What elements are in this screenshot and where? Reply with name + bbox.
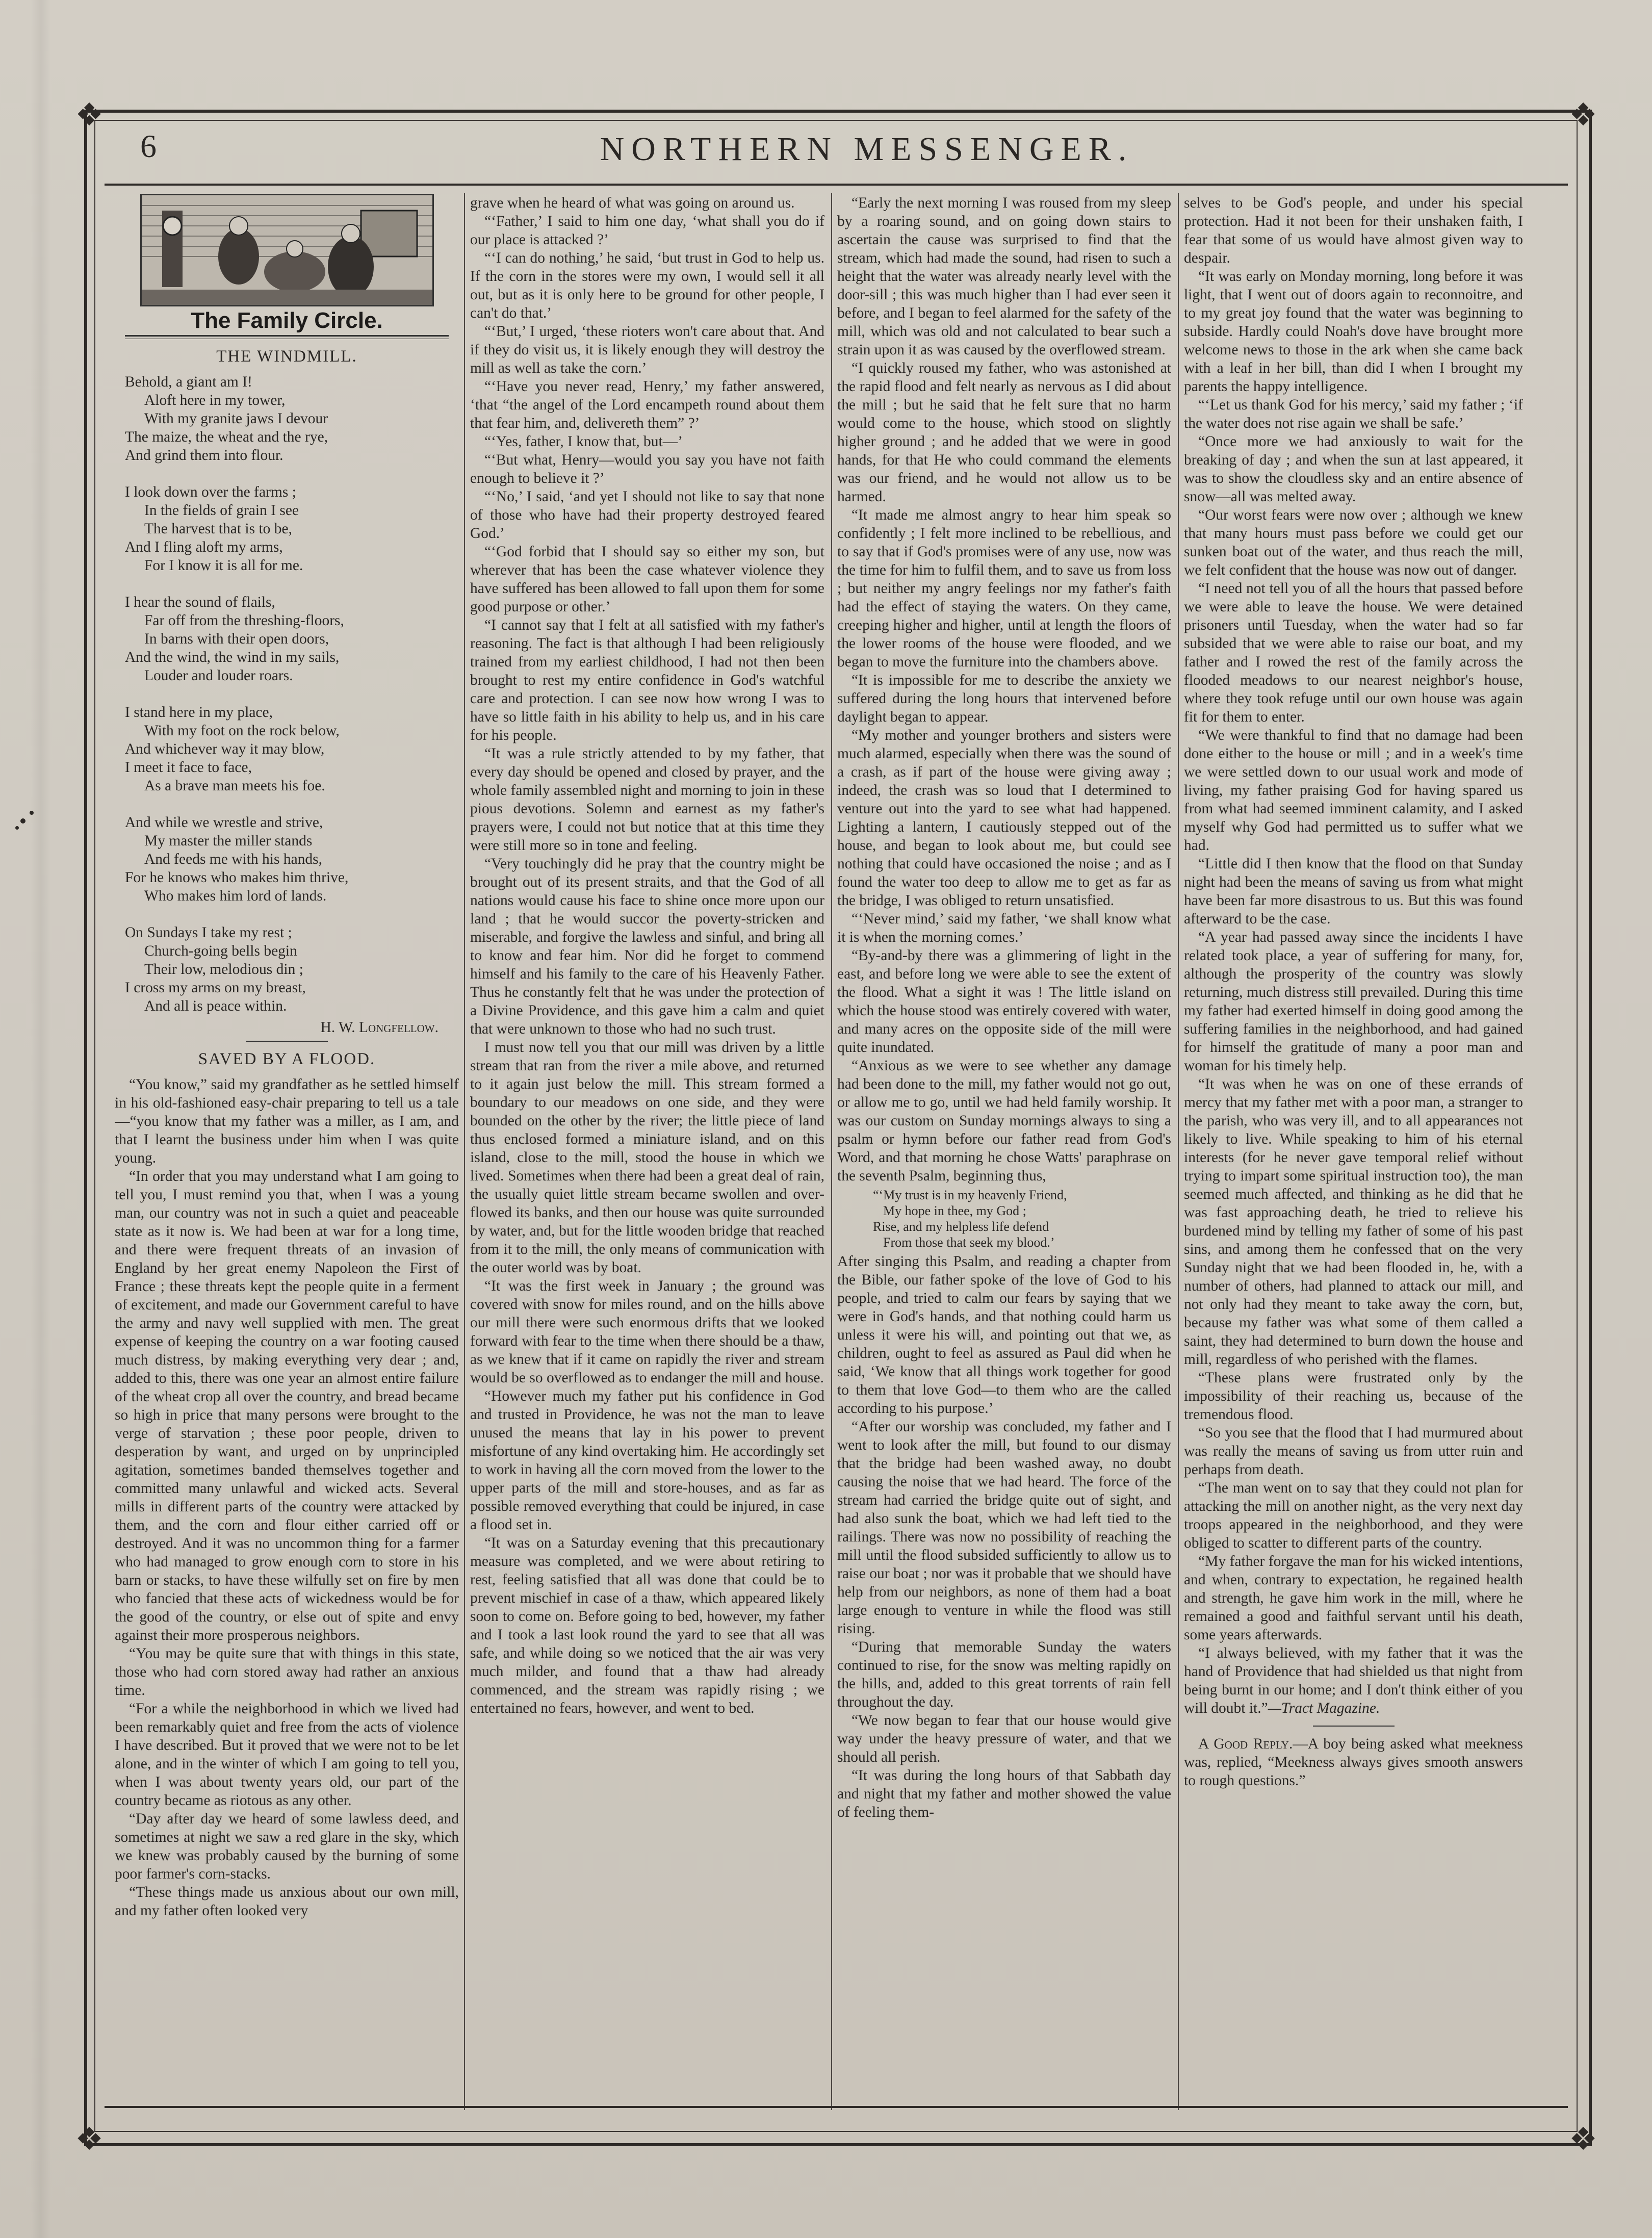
poem-body xyxy=(125,373,459,1015)
poem-line: Behold, a giant am I! xyxy=(125,374,252,390)
poem-line: For I know it is all for me. xyxy=(144,557,303,574)
story-paragraph: “So you see that the flood that I had murmured about was really the means of saving us from utter ruin and perhaps from death. xyxy=(1184,1425,1523,1478)
story-paragraph: “It was early on Monday morning, long before it was light, that I went out of doors again to reconnoitre, and to my great joy found that the water was beginning to subside. Hardly could Noah's dove have brought more welcome news to those in the ark when she came back with a leaf in her bill, than did I when I brought my parents the happy intelligence. xyxy=(1184,268,1523,395)
story-paragraph: I must now tell you that our mill was driven by a little stream that ran from the river a mile above, and returned to it again just below the mill. This stream formed a boundary to our meadows on one side, and they were bounded on the other by the river; the little piece of land thus enclosed formed a miniature island, and on this island, close to the mill, stood the house in which we lived. Sometimes when there had been a great deal of rain, the usually quiet little stream became swollen and over-flowed its banks, and then our house was quite surrounded by water, and, but for the little wooden bridge that reached from it to the mill, the only means of communication with the outer world was by boat. xyxy=(470,1039,824,1276)
poem-line: With my granite jaws I devour xyxy=(144,410,328,427)
story-paragraph: “Anxious as we were to see whether any damage had been done to the mill, my father would not go out, or allow me to go, until we had held family worship. It was our custom on Sunday mornings always to sing a psalm or hymn before our father read from God's Word, and that morning he chose Watts' paraphrase on the seventh Psalm, beginning thus, xyxy=(837,1058,1171,1184)
story-paragraph: “It was when he was on one of these errands of mercy that my father met with a poor man, a stranger to the parish, who was very ill, and to all appearances not likely to live. While speaking to him of his eternal interests (for he never gave temporal relief without trying to impart some spiritual instruction too), the man seemed much affected, and thinking as he did that he was fast approaching death, he tried to relieve his burdened mind by telling my father of some of his past sins, and among them he confessed that on the very Sunday night that we had been flooded in, he, with a number of others, had planned to attack our mill, and not only had they meant to take away the corn, but, because my father was what some of them called a saint, they had determined to burn down the house and mill, regardless of who perished with the flames. xyxy=(1184,1076,1523,1368)
story-paragraph: “‘But what, Henry—would you say you have not faith enough to believe it ?’ xyxy=(470,452,824,486)
story-paragraph: “These plans were frustrated only by the impossibility of their reaching us, because of the tremendous flood. xyxy=(1184,1370,1523,1423)
corner-ornament-icon: ❖ xyxy=(75,96,104,133)
column-divider xyxy=(1178,193,1179,2110)
poem-stanza xyxy=(125,813,459,905)
story-paragraph: “It was the first week in January ; the ground was covered with snow for miles round, and on the hills above our mill there were such enormous drifts that we looked forward with fear to the time when there should be a thaw, as we knew that if it came on rapidly the river and stream would be so overflowed as to endanger the mill and house. xyxy=(470,1278,824,1386)
poem-line: On Sundays I take my rest ; xyxy=(125,924,292,941)
poem-line: For he knows who makes him thrive, xyxy=(125,869,349,886)
poem-stanza xyxy=(125,593,459,685)
header-rule xyxy=(105,184,1568,186)
story-paragraph: “These things made us anxious about our own mill, and my father often looked very xyxy=(115,1884,459,1919)
ink-speck xyxy=(15,826,19,830)
poem-line: As a brave man meets his foe. xyxy=(144,778,325,794)
story-paragraph: “We now began to fear that our house would give way under the heavy pressure of water, and that we should all perish. xyxy=(837,1712,1171,1765)
story-paragraph: “It was during the long hours of that Sabbath day and night that my father and mother showed the value of feeling them- xyxy=(837,1767,1171,1820)
corner-ornament-icon: ❖ xyxy=(1569,96,1597,133)
poem-line: I hear the sound of flails, xyxy=(125,594,275,610)
story-paragraph: “For a while the neighborhood in which we lived had been remarkably quiet and free from the acts of violence I have described. But it proved that we were not to be let alone, and in the winter of which I am going to tell you, when I was about twenty years old, our part of the country became as riotous as any other. xyxy=(115,1701,459,1809)
story-paragraph: “A year had passed away since the incidents I have related took place, a year of suffering for many, for, although the prosperity of the country was slowly returning, much distress still prevailed. During this time my father had exerted himself in doing good among the suffering families in the neighborhood, and had gained for himself the gratitude of many a poor man and woman for his timely help. xyxy=(1184,929,1523,1074)
poem-line: With my foot on the rock below, xyxy=(144,723,340,739)
poem-line: And feeds me with his hands, xyxy=(144,851,323,867)
poem-line: And whichever way it may blow, xyxy=(125,741,325,757)
anecdote-title: A Good Reply. xyxy=(1198,1736,1293,1752)
poem-line: Aloft here in my tower, xyxy=(144,392,286,408)
poem-line: In the fields of grain I see xyxy=(144,502,299,519)
story-paragraph: “‘Never mind,’ said my father, ‘we shall know what it is when the morning comes.’ xyxy=(837,911,1171,945)
paper-fold-shadow xyxy=(31,0,51,2238)
verse-line: “‘My trust is in my heavenly Friend, xyxy=(873,1188,1067,1202)
story-paragraph: “After our worship was concluded, my father and I went to look after the mill, but found to our dismay that the bridge had been washed away, no doubt causing the noise that we had heard. The force of the stream had carried the bridge quite out of sight, and had also sunk the boat, which we had left tied to the railings. There was now no possibility of reaching the mill until the flood subsided sufficiently to allow us to raise our boat ; nor was it probable that we should have help from our neighbors, as none of them had a boat large enough to venture in while the flood was still rising. xyxy=(837,1419,1171,1637)
separator-rule xyxy=(246,1041,328,1042)
poem-line: Louder and louder roars. xyxy=(144,667,293,684)
story-paragraph: “However much my father put his confidence in God and trusted in Providence, he was not the man to leave unused the means that lay in his power to prevent misfortune of any kind overtaking him. He accordingly set to work in having all the corn moved from the lower to the upper parts of the mill and store-houses, and as far as possible removed everything that could be injured, in case a flood set in. xyxy=(470,1388,824,1533)
story-paragraph: “‘I can do nothing,’ he said, ‘but trust in God to help us. If the corn in the stores were my own, I would sell it all out, but as it is only here to be ground for other people, I can't do that.’ xyxy=(470,250,824,321)
column-divider xyxy=(464,193,465,2110)
poem-line: Church-going bells begin xyxy=(144,943,297,959)
story-paragraph: “‘Have you never read, Henry,’ my father answered, ‘that “the angel of the Lord encampeth round about them that fear him, and, delivereth them” ?’ xyxy=(470,378,824,431)
story-paragraph: “‘No,’ I said, ‘and yet I should not like to say that none of those who have had their property destroyed feared God.’ xyxy=(470,488,824,542)
story-paragraph: “‘But,’ I urged, ‘these rioters won't care about that. And if they do visit us, it is likely enough they will destroy the mill as well as take the corn.’ xyxy=(470,323,824,376)
story-paragraph: “I cannot say that I felt at all satisfied with my father's reasoning. The fact is that although I had been religiously trained from my earliest childhood, I had not then been brought to rest my entire confidence in God's watchful care and protection. I can see now how wrong I was to have so little faith in his ability to help us, and in his care for his people. xyxy=(470,617,824,743)
family-circle-illustration xyxy=(140,194,434,306)
story-paragraph-text: “I always believed, with my father that it was the hand of Providence that had shielded us that night from being burnt in our home; and I don't think either of you will doubt it.” xyxy=(1184,1645,1523,1716)
section-rule xyxy=(125,335,449,339)
anecdote-text: —A boy being asked what meekness was, replied, “Meekness always gives smooth answers to rough questions.” xyxy=(1184,1736,1523,1789)
story-paragraph xyxy=(1184,1644,1523,1717)
poem-title: THE WINDMILL. xyxy=(216,347,357,366)
story-paragraph: “‘Let us thank God for his mercy,’ said my father ; ‘if the water does not rise again we shall be safe.’ xyxy=(1184,397,1523,431)
story-paragraph: “My mother and younger brothers and sisters were much alarmed, especially when there was the sound of a crash, as if part of the house were giving away ; indeed, the crash was so loud that I determined to venture out into the yard to see what had happened. Lighting a lantern, I cautiously stepped out of the house, and began to look about me, but could see nothing that could have occasioned the noise ; and as I found the water too deep to allow me to get as far as the bridge, I was obliged to return unsatisfied. xyxy=(837,727,1171,909)
verse-line: Rise, and my helpless life defend xyxy=(873,1219,1049,1234)
story-paragraph: “‘Father,’ I said to him one day, ‘what shall you do if our place is attacked ?’ xyxy=(470,213,824,248)
verse-line: My hope in thee, my God ; xyxy=(883,1203,1026,1218)
poem-line: And grind them into flour. xyxy=(125,447,283,464)
story-paragraph: “Little did I then know that the flood on that Sunday night had been the means of saving us from what might have been far more disastrous to us. But this was found afterward to be the case. xyxy=(1184,856,1523,927)
verse-line: From those that seek my blood.’ xyxy=(883,1235,1055,1250)
story-paragraph: “I need not tell you of all the hours that passed before we were able to leave the house. We were detained prisoners until Tuesday, when the water had so far subsided that we were able to raise our boat, and my father and I rowed the rest of the family across the flooded meadows to our nearest neighbor's house, where they took refuge until our own house was again fit for them to enter. xyxy=(1184,580,1523,725)
poem-line: Their low, melodious din ; xyxy=(144,961,303,977)
section-heading: The Family Circle. xyxy=(191,308,383,333)
story-paragraph: “Our worst fears were now over ; although we knew that many hours must pass before we could get our sunken boat out of the water, and thus reach the mill, we felt confident that the house was now out of danger. xyxy=(1184,507,1523,578)
story-paragraph: After singing this Psalm, and reading a chapter from the Bible, our father spoke of the love of God to his people, and tried to calm our fears by saying that we were in God's hands, and that nothing could harm us unless it were his will, and pointing out that we, as children, ought to feel as assured as Paul did when he said, ‘We know that all things work together for good to them that love God—to them who are the called according to his purpose.’ xyxy=(837,1253,1171,1417)
poem-line: And all is peace within. xyxy=(144,998,287,1014)
story-paragraph: “It was on a Saturday evening that this precautionary measure was completed, and we were about retiring to rest, feeling satisfied that all was done that could be to prevent mischief in case of a thaw, which appeared likely soon to come on. Before going to bed, however, my father and I took a last look round the yard to see that all was safe, and while doing so we noticed that the air was very much milder, and found that a thaw had already commenced, and the stream was rapidly rising ; we entertained no fears, however, and went to bed. xyxy=(470,1535,824,1716)
poem-line: I stand here in my place, xyxy=(125,704,273,721)
column-3 xyxy=(837,194,1171,2106)
poem-line: The maize, the wheat and the rye, xyxy=(125,429,328,445)
poem-line: I cross my arms on my breast, xyxy=(125,980,306,996)
poem-author: H. W. Longfellow. xyxy=(320,1019,438,1036)
story-paragraph: “It made me almost angry to hear him speak so confidently ; I felt more inclined to be rebellious, and to say that if God's promises were of any use, now was the time for him to fulfil them, and to save us from loss ; but neither my angry feelings nor my father's faith had the effect of staying the waters. On they came, creeping higher and higher, until at length the floors of the lower rooms of the house were flooded, and we began to move the furniture into the chambers above. xyxy=(837,507,1171,670)
column-2 xyxy=(470,194,824,2106)
story-paragraph: “In order that you may understand what I am going to tell you, I must remind you that, when I was a young man, our country was not in such a quiet and peaceable state as it now is. We had been at war for a long time, and there were frequent threats of an invasion of England by her great enemy Napoleon the First of France ; these threats kept the people quite in a ferment of excitement, and made our Government careful to have the army and navy well supplied with men. The great expense of keeping the country on a war footing caused much distress, by making everything very dear ; and, added to this, there was one year an almost entire failure of the wheat crop all over the country, and bread became so high in price that many persons were brought to the verge of starvation ; these poor people, driven to desperation by want, and urged on by unprincipled agitation, sometimes banded themselves together and committed many unlawful and wicked acts. Several mills in different parts of the country were attacked by them, and the corn and flour either carried off or destroyed. And it was no uncommon thing for a farmer who had managed to grow enough corn to store in his barn or stacks, to have these wilfully set on fire by men who fancied that these acts of wickedness would be for the good of the country, or else out of spite and envy against their more prosperous neighbors. xyxy=(115,1168,459,1643)
psalm-verse xyxy=(873,1187,1171,1250)
poem-stanza xyxy=(125,483,459,575)
story-paragraph: “I quickly roused my father, who was astonished at the rapid flood and felt nearly as nervous as I did about the mill ; but he said that he felt sure that no harm would come to the house, which stood on slightly higher ground ; and he added that we were in good hands, for that He who could command the elements was our friend, and he would not allow us to be harmed. xyxy=(837,360,1171,505)
column-divider xyxy=(831,193,832,2110)
corner-ornament-icon: ❖ xyxy=(75,2120,104,2157)
corner-ornament-icon: ❖ xyxy=(1569,2120,1597,2157)
story-paragraph: “‘God forbid that I should say so either my son, but wherever that has been the case whatever violence they have suffered has been allowed to fall upon them for some good purpose or other.’ xyxy=(470,544,824,615)
story-paragraph: “My father forgave the man for his wicked intentions, and when, contrary to expectation, he regained health and strength, he gave him work in the mill, where he remained a good and faithful servant until his death, some years afterwards. xyxy=(1184,1553,1523,1643)
poem-stanza xyxy=(125,923,459,1015)
story-paragraph: “Once more we had anxiously to wait for the breaking of day ; and when the sun at last appeared, it was to show the cloudless sky and an entire absence of snow—all was melted away. xyxy=(1184,433,1523,505)
anecdote xyxy=(1184,1735,1523,1790)
story-paragraph: “You know,” said my grandfather as he settled himself in his old-fashioned easy-chair preparing to tell us a tale—“you know that my father was a miller, as I am, and that I learnt the business under him when I was quite young. xyxy=(115,1076,459,1166)
story-paragraph: “Early the next morning I was roused from my sleep by a roaring sound, and on going down stairs to ascertain the cause was surprised to find that the stream, which had made the sound, had risen to such a height that the water was already nearly level with the door-sill ; this was much higher than I had ever seen it before, and I began to feel alarmed for the safety of the mill, which was old and not calculated to bear such a strain upon it as was caused by the overflowed stream. xyxy=(837,195,1171,358)
poem-line: And the wind, the wind in my sails, xyxy=(125,649,340,665)
column-4 xyxy=(1184,194,1523,2106)
masthead-title: NORTHERN MESSENGER. xyxy=(600,131,1134,168)
page-number: 6 xyxy=(140,128,157,164)
ink-speck xyxy=(30,811,34,815)
poem-line: Far off from the threshing-floors, xyxy=(144,612,344,629)
story-paragraph: “It is impossible for me to describe the anxiety we suffered during the long hours that intervened before daylight began to appear. xyxy=(837,672,1171,725)
story-paragraph: “By-and-by there was a glimmering of light in the east, and before long we were able to see the extent of the flood. What a sight it was ! The little island on which the house stood was entirely covered with water, and many acres on the opposite side of the mill were quite inundated. xyxy=(837,947,1171,1056)
story-paragraph: “During that memorable Sunday the waters continued to rise, for the snow was melting rapidly on the hills, and, added to this great torrents of rain fell throughout the day. xyxy=(837,1639,1171,1710)
column-1 xyxy=(115,194,459,2106)
poem-line: And I fling aloft my arms, xyxy=(125,539,283,555)
poem-line: And while we wrestle and strive, xyxy=(125,814,323,831)
ink-speck xyxy=(20,818,25,824)
story-paragraph: grave when he heard of what was going on around us. xyxy=(470,195,795,211)
poem-line: My master the miller stands xyxy=(144,833,313,849)
story-paragraph: “We were thankful to find that no damage had been done either to the house or mill ; and in a week's time we were settled down to our usual work and mode of living, my father praising God for having spared us from what had seemed imminent calamity, and I asked myself why God had permitted us to suffer what we had. xyxy=(1184,727,1523,854)
poem-line: I meet it face to face, xyxy=(125,759,252,776)
story-title: SAVED BY A FLOOD. xyxy=(198,1050,376,1068)
story-paragraph: selves to be God's people, and under his special protection. Had it not been for their unshaken faith, I fear that some of us would have almost given way to despair. xyxy=(1184,195,1523,266)
poem-line: In barns with their open doors, xyxy=(144,631,329,647)
story-paragraph: “Very touchingly did he pray that the country might be brought out of its present straits, and that the God of all nations would cause his face to shine once more upon our land ; that he would succor the poverty-stricken and miserable, and forgive the lawless and sinful, and bring all to know and fear him. Nor did he forget to commend himself and his family to the care of his Heavenly Father. Thus he constantly felt that he was under the protection of a Divine Providence, and this gave him a calm and quiet that were unknown to those who had no such trust. xyxy=(470,856,824,1037)
story-paragraph: “You may be quite sure that with things in this state, those who had corn stored away had rather an anxious time. xyxy=(115,1645,459,1699)
footer-rule xyxy=(105,2106,1568,2108)
poem-line: I look down over the farms ; xyxy=(125,484,296,500)
poem-stanza xyxy=(125,703,459,795)
story-paragraph: “‘Yes, father, I know that, but—’ xyxy=(484,433,683,450)
poem-line: The harvest that is to be, xyxy=(144,521,293,537)
story-source: —Tract Magazine. xyxy=(1268,1700,1380,1716)
poem-stanza xyxy=(125,373,459,465)
story-paragraph: “The man went on to say that they could not plan for attacking the mill on another night, as the very next day troops appeared in the neighborhood, and they were obliged to scatter to different parts of the country. xyxy=(1184,1480,1523,1551)
poem-line: Who makes him lord of lands. xyxy=(144,888,327,904)
story-paragraph: “It was a rule strictly attended to by my father, that every day should be opened and closed by prayer, and the whole family assembled night and morning to join in these pious devotions. Solemn and earnest as my father's prayers were, I could not but notice that at this time they were still more so in tone and feeling. xyxy=(470,745,824,854)
family-fireside-engraving-icon xyxy=(142,195,432,305)
story-paragraph: “Day after day we heard of some lawless deed, and sometimes at night we saw a red glare in the sky, which we knew was probably caused by the burning of some poor farmer's corn-stacks. xyxy=(115,1811,459,1882)
separator-rule xyxy=(1313,1726,1395,1727)
